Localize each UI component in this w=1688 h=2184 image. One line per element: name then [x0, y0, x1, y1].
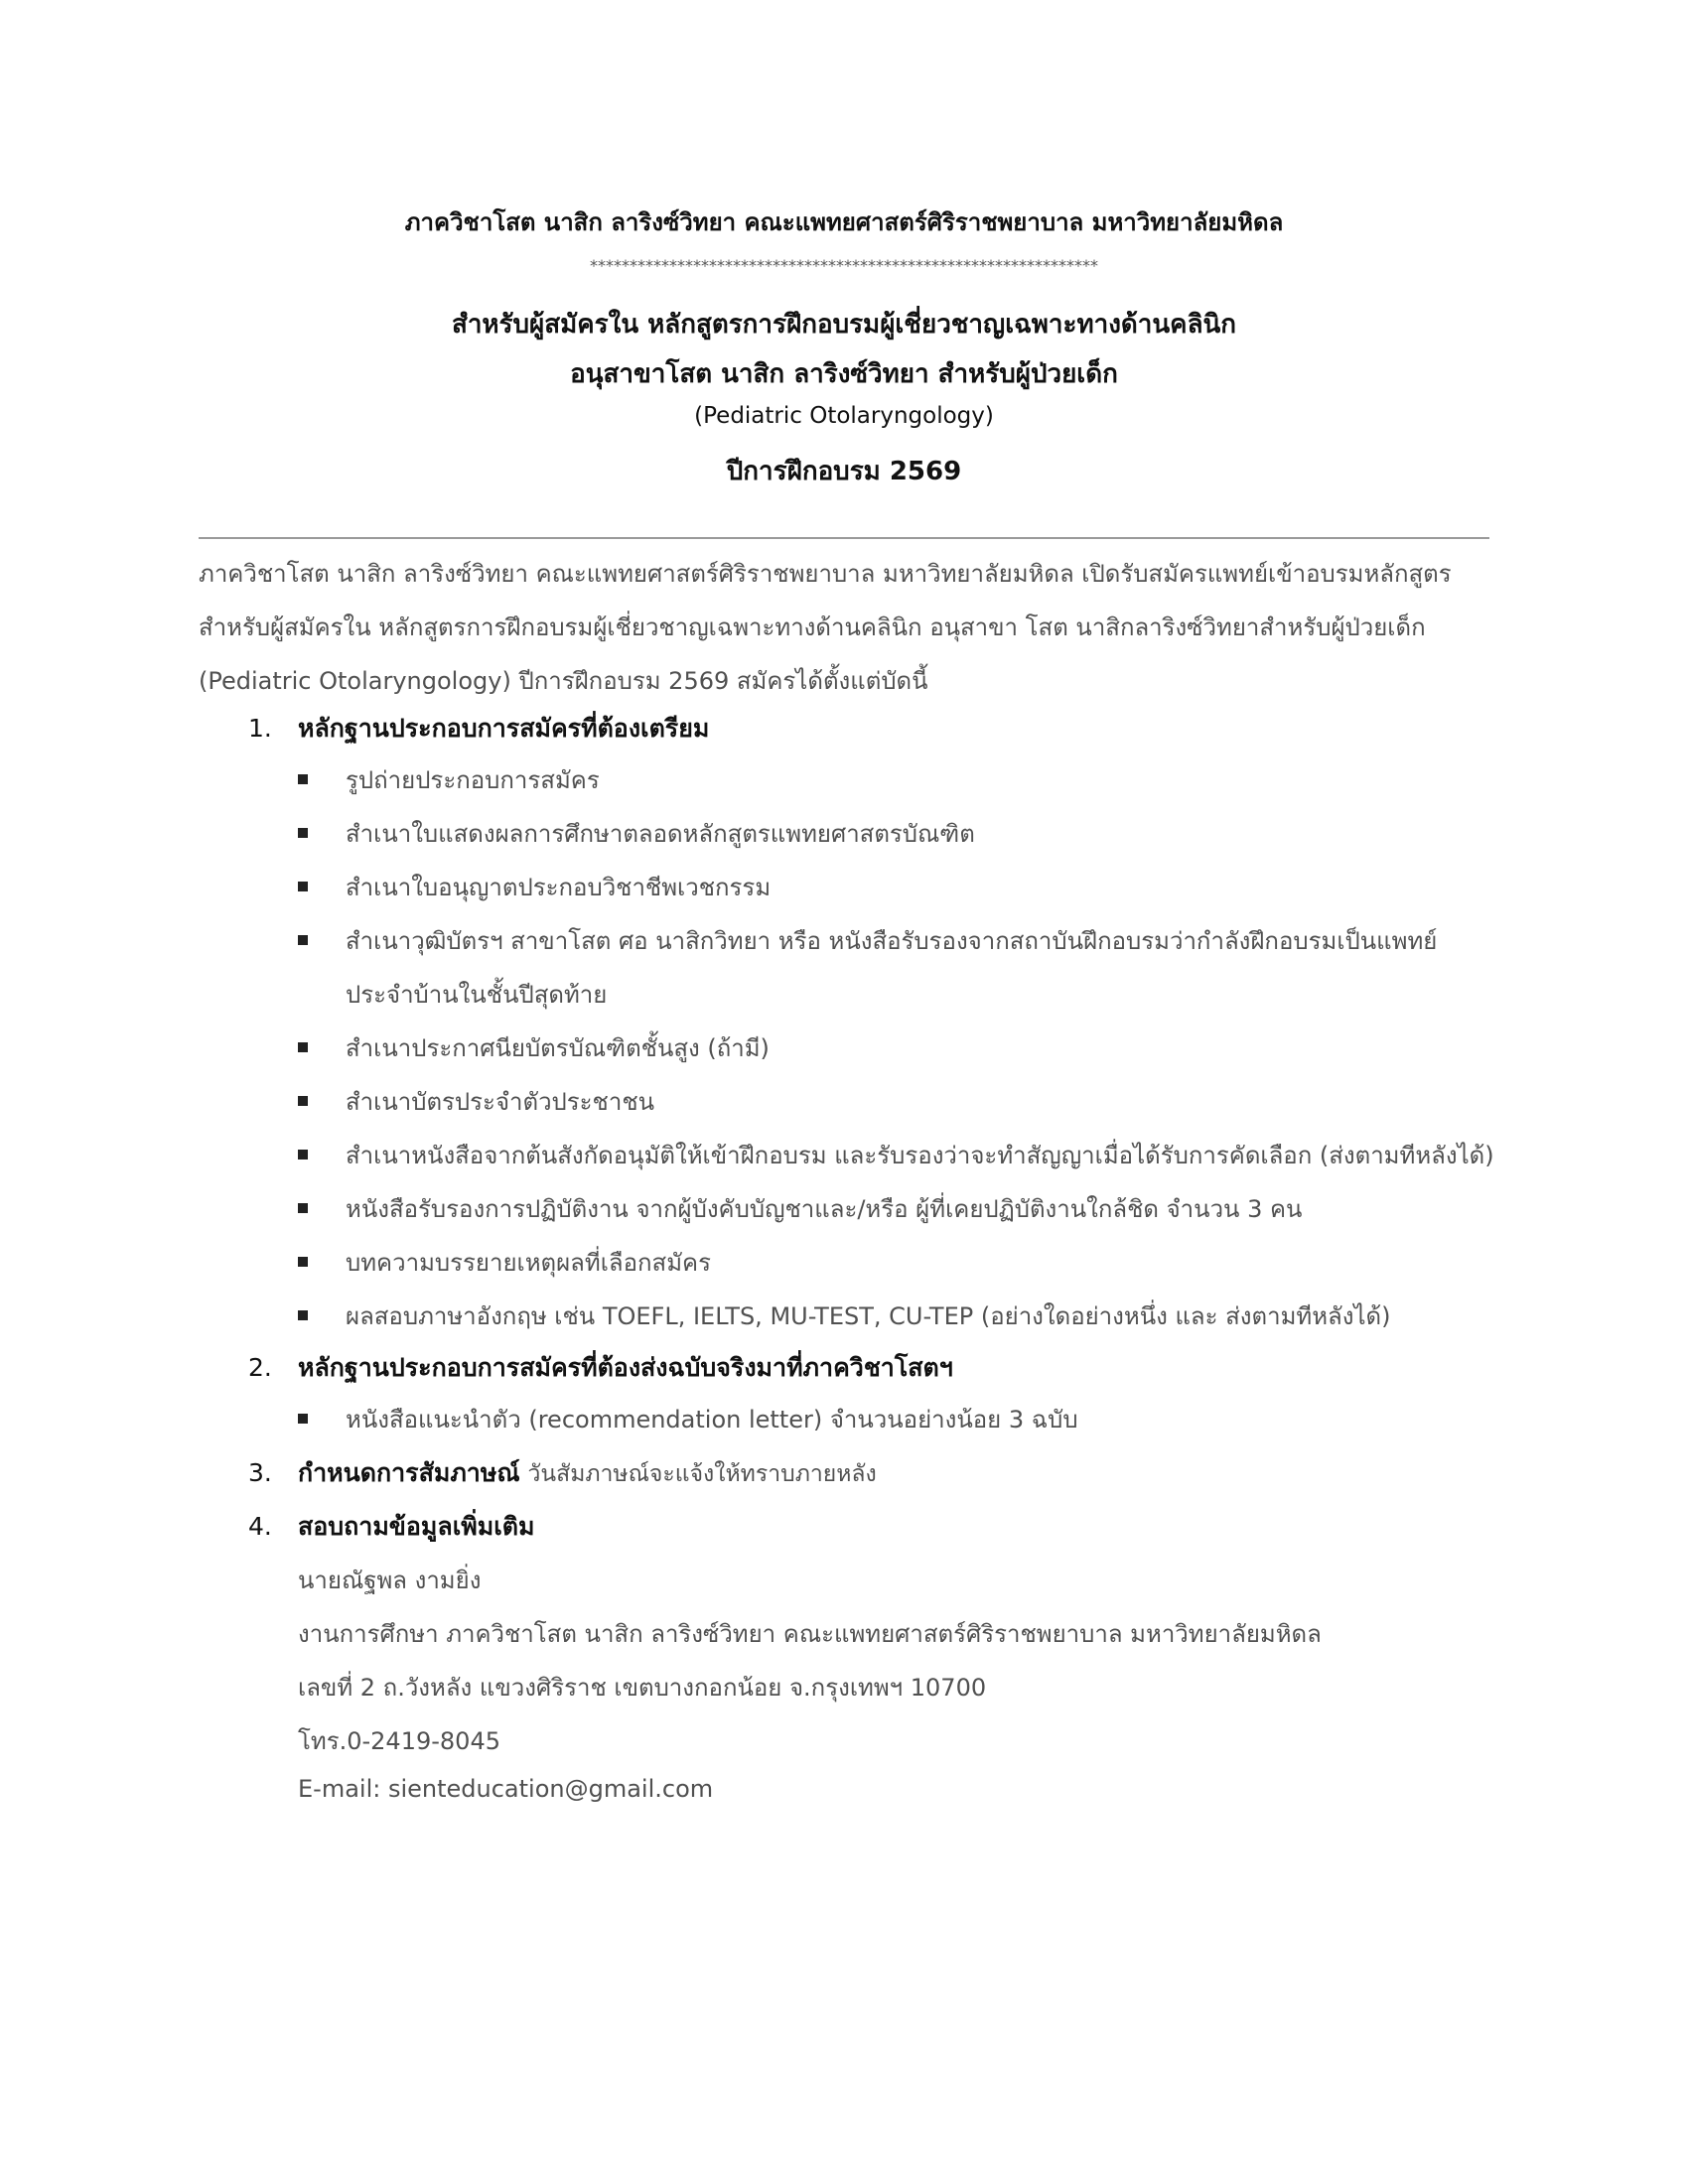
section-title: สอบถามข้อมูลเพิ่มเติม [298, 1512, 535, 1541]
list-item-continuation: ประจำบ้านในชั้นปีสุดท้าย [346, 981, 608, 1009]
square-bullet-icon [298, 1203, 308, 1213]
horizontal-rule [199, 537, 1489, 539]
program-title-line-1: สำหรับผู้สมัครใน หลักสูตรการฝึกอบรมผู้เชี่ยวชาญเฉพาะทางด้านคลินิก [451, 310, 1237, 340]
square-bullet-icon [298, 828, 308, 838]
intro-line-2: สำหรับผู้สมัครใน หลักสูตรการฝึกอบรมผู้เชี่ยวชาญเฉพาะทางด้านคลินิก อนุสาขา โสต นาสิกลาริงซ์วิทยาสำหรับผู้ป่วยเด็ก [199, 614, 1426, 641]
contact-office: งานการศึกษา ภาควิชาโสต นาสิก ลาริงซ์วิทยา คณะแพทยศาสตร์ศิริราชพยาบาล มหาวิทยาลัยมหิดล [298, 1620, 1322, 1648]
list-item: สำเนาใบอนุญาตประกอบวิชาชีพเวชกรรม [298, 868, 771, 906]
section-title: หลักฐานประกอบการสมัครที่ต้องส่งฉบับจริงมาที่ภาควิชาโสตฯ [298, 1353, 953, 1382]
square-bullet-icon [298, 1414, 308, 1424]
program-title-line-2: อนุสาขาโสต นาสิก ลาริงซ์วิทยา สำหรับผู้ป่วยเด็ก [570, 359, 1118, 389]
list-item: สำเนาวุฒิบัตรฯ สาขาโสต ศอ นาสิกวิทยา หรือ หนังสือรับรองจากสถาบันฝึกอบรมว่ากำลังฝึกอบรมเป็นแพทย์ [298, 921, 1437, 960]
intro-line-1: ภาควิชาโสต นาสิก ลาริงซ์วิทยา คณะแพทยศาสตร์ศิริราชพยาบาล มหาวิทยาลัยมหิดล เปิดรับสมัครแพทย์เข้าอบรมหลักสูตร [199, 560, 1452, 588]
interview-note: วันสัมภาษณ์จะแจ้งให้ทราบภายหลัง [527, 1461, 877, 1487]
list-item: สำเนาใบแสดงผลการศึกษาตลอดหลักสูตรแพทยศาสตรบัณฑิต [298, 814, 975, 853]
list-item: ผลสอบภาษาอังกฤษ เช่น TOEFL, IELTS, MU-TEST, CU-TEP (อย่างใดอย่างหนึ่ง และ ส่งตามทีหลังได้) [298, 1297, 1390, 1335]
square-bullet-icon [298, 1042, 308, 1052]
list-item: รูปถ่ายประกอบการสมัคร [298, 760, 600, 799]
list-item: หนังสือรับรองการปฏิบัติงาน จากผู้บังคับบัญชาและ/หรือ ผู้ที่เคยปฏิบัติงานใกล้ชิด จำนวน 3 คน [298, 1189, 1302, 1228]
square-bullet-icon [298, 1310, 308, 1320]
section-2-heading [248, 1348, 953, 1388]
section-number: 3. [248, 1458, 272, 1487]
intro-line-3: (Pediatric Otolaryngology) ปีการฝึกอบรม 2569 สมัครได้ตั้งแต่บัดนี้ [199, 667, 928, 695]
square-bullet-icon [298, 882, 308, 891]
contact-address: เลขที่ 2 ถ.วังหลัง แขวงศิริราช เขตบางกอกน้อย จ.กรุงเทพฯ 10700 [298, 1674, 987, 1702]
section-number: 2. [248, 1353, 272, 1382]
section-title: กำหนดการสัมภาษณ์ [298, 1458, 520, 1487]
section-number: 1. [248, 714, 272, 743]
section-1-heading [248, 709, 709, 749]
contact-phone: โทร.0-2419-8045 [298, 1727, 500, 1755]
asterisk-divider: **************************************************************** [590, 256, 1098, 275]
program-title-english: (Pediatric Otolaryngology) [694, 403, 994, 429]
section-4-heading [248, 1507, 534, 1547]
square-bullet-icon [298, 774, 308, 784]
section-number: 4. [248, 1512, 272, 1541]
contact-name: นายณัฐพล งามยิ่ง [298, 1567, 482, 1594]
training-year: ปีการฝึกอบรม 2569 [726, 457, 962, 486]
list-item: บทความบรรยายเหตุผลที่เลือกสมัคร [298, 1243, 711, 1282]
square-bullet-icon [298, 1257, 308, 1267]
list-item: สำเนาบัตรประจำตัวประชาชน [298, 1082, 654, 1121]
list-item: สำเนาหนังสือจากต้นสังกัดอนุมัติให้เข้าฝึกอบรม และรับรองว่าจะทำสัญญาเมื่อได้รับการคัดเลือก (ส่งตามทีหลังได้) [298, 1136, 1494, 1174]
department-heading: ภาควิชาโสต นาสิก ลาริงซ์วิทยา คณะแพทยศาสตร์ศิริราชพยาบาล มหาวิทยาลัยมหิดล [404, 208, 1284, 236]
square-bullet-icon [298, 935, 308, 945]
list-item: สำเนาประกาศนียบัตรบัณฑิตชั้นสูง (ถ้ามี) [298, 1028, 770, 1067]
square-bullet-icon [298, 1150, 308, 1160]
contact-email: E-mail: sienteducation@gmail.com [298, 1775, 714, 1803]
section-title: หลักฐานประกอบการสมัครที่ต้องเตรียม [298, 714, 710, 743]
square-bullet-icon [298, 1096, 308, 1106]
list-item: หนังสือแนะนำตัว (recommendation letter) จำนวนอย่างน้อย 3 ฉบับ [298, 1400, 1078, 1438]
section-3-heading [248, 1453, 877, 1493]
